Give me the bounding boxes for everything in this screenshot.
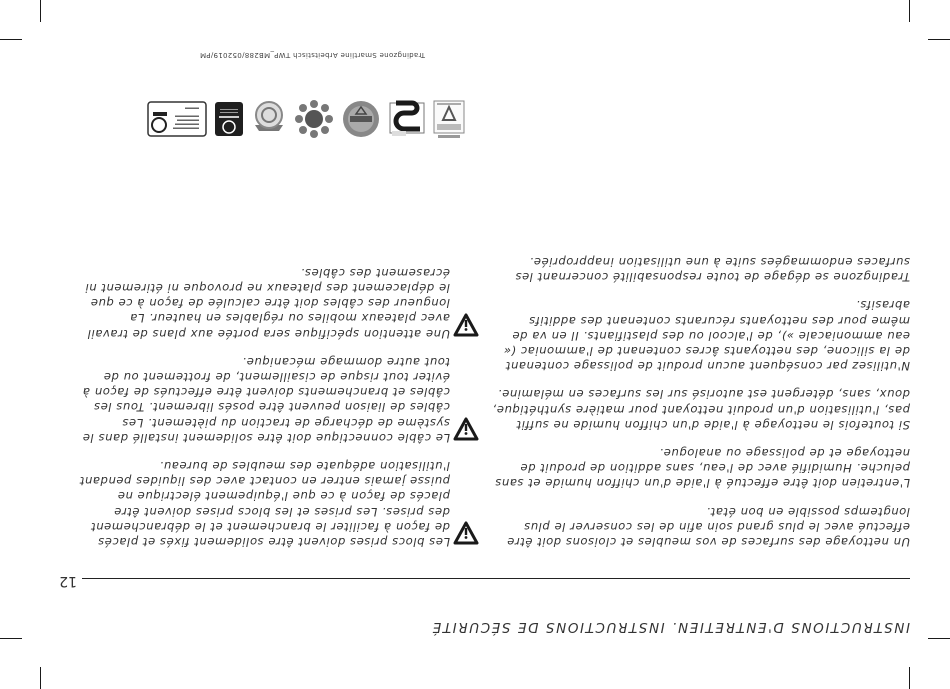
maintenance-paragraph: L'entretien doit être effectué à l'aide d'un chiffon humide et sans peluche. Humidifié avec de l'eau, sans addition de produit de nettoyage et de polissage ou analogue.	[494, 445, 910, 491]
warning-info-icon	[452, 520, 480, 546]
greenguard-logo	[214, 99, 244, 139]
crop-mark	[40, 667, 41, 689]
safety-section	[78, 252, 450, 549]
maintenance-paragraph: Tradingzone se dégage de toute responsabilité concernant les surfaces endommagées suite à une utilisation inappropriée.	[515, 254, 910, 285]
crop-mark	[909, 667, 910, 689]
maintenance-paragraph: Si toutefois le nettoyage à l'aide d'un chiffon humide ne suffit pas, l'utilisation d'un produit nettoyant pour matière synthétique, doux, sans, détergent est autorisé sur les surfaces en mélamine.	[492, 387, 910, 432]
safety-warning-text: Les blocs prises doivent être solidement fixés et placés de façon à faciliter le branchement et le débranchement des prises. Les prises et les blocs prises doivent être placés de façon à ce que l'équipement électrique ne puisse jamais entrer en contact avec des liquides pendant l'utilisation adéquate des meubles de bureau.	[79, 458, 450, 549]
safety-warning	[78, 265, 450, 341]
tuv-gs-certification-logo	[433, 99, 465, 139]
page-number: 12	[59, 573, 77, 589]
quality-seal-logo	[341, 99, 381, 139]
warning-info-icon	[452, 312, 480, 338]
page-title: INSTRUCTIONS D'ENTRETIEN. INSTRUCTIONS DE SÉCURITÉ	[431, 619, 910, 635]
crop-mark	[0, 638, 22, 639]
warning-info-icon	[452, 416, 480, 442]
document-code: Tradingzone Smartline Arbeitstisch TWP_MB288/052019/PM	[199, 51, 425, 59]
crop-mark	[40, 0, 41, 22]
certification-logos	[147, 98, 465, 140]
crop-mark	[0, 39, 22, 40]
maintenance-section	[490, 241, 910, 549]
maintenance-paragraph: N'utilisez par conséquent aucun produit de polissage contenant de la silicone, des nettoyants âcres contenant de l'ammoniac (« eau ammoniacale »), de l'alcool ou des plastifiants. Il en va de même pour des nettoyants récurants contenant des additifs abrasifs.	[503, 298, 910, 374]
crop-mark	[928, 638, 950, 639]
crop-mark	[909, 0, 910, 22]
safety-warning-text: Le câble connectique doit être solidement installé dans le système de décharge de traction du piètement. Les câbles de liaison peuvent être posés librement. Tous les câbles et branchements doivent être effectués de façon à éviter tout risque de cisaillement, de frottement ou de tout autre dommage mécanique.	[82, 354, 450, 445]
environment-circle-logo	[294, 99, 334, 139]
crop-mark	[928, 39, 950, 40]
maintenance-paragraph: Un nettoyage des surfaces de vos meubles et cloisons doit être effectué avec le plus grand soin afin de les conserver le plus longtemps possible en bon état.	[506, 504, 910, 549]
safety-warning	[78, 354, 450, 445]
safety-warning	[78, 458, 450, 549]
circular-seal-logo	[251, 99, 287, 139]
pefc-logo	[147, 99, 207, 139]
safety-warning-text: Une attention spécifique sera portée aux plans de travail avec plateaux mobiles ou réglables en hauteur. La longueur des câbles doit être calculée de façon à ce que le déplacement des plateaux ne provoque ni étirement ni écrasement des câbles.	[84, 265, 450, 341]
sp-quality-logo	[388, 99, 426, 139]
header-divider	[82, 578, 910, 579]
